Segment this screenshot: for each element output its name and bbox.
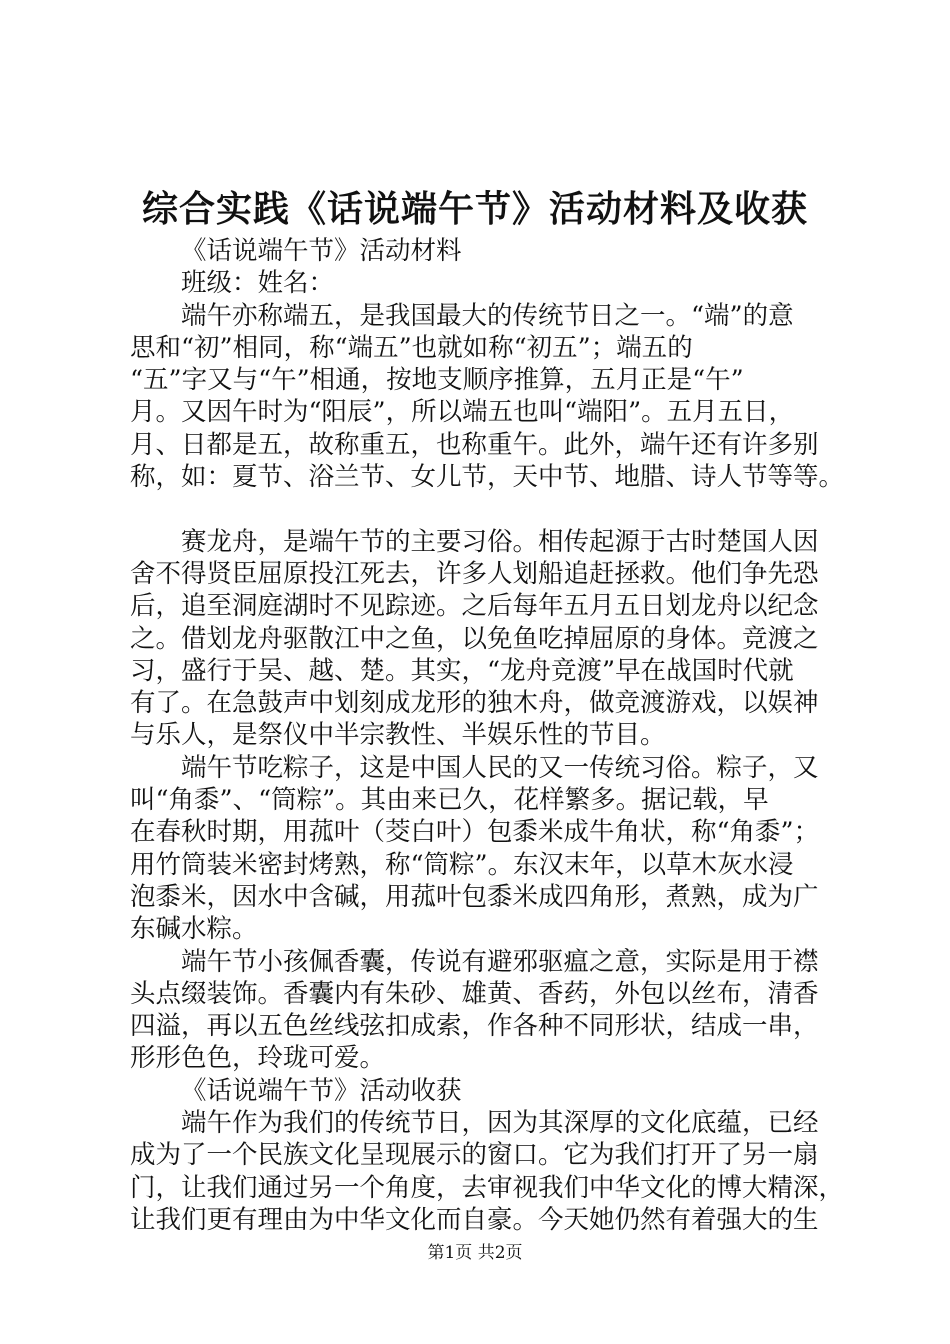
- paragraph-line: 称，如：夏节、浴兰节、女儿节，天中节、地腊、诗人节等等。: [130, 462, 845, 493]
- paragraph-line: 端午亦称端五，是我国最大的传统节日之一。“端”的意: [181, 300, 794, 331]
- document-body: [130, 235, 850, 1236]
- paragraph-gap: [130, 493, 850, 525]
- paragraph-line: 与乐人，是祭仪中半宗教性、半娱乐性的节目。: [130, 720, 666, 751]
- paragraph-line: 习，盛行于吴、越、楚。其实，“龙舟竞渡”早在战国时代就: [130, 655, 794, 686]
- paragraph-line: 端午节吃粽子，这是中国人民的又一传统习俗。粽子，又: [181, 752, 819, 783]
- paragraph-line: 之。借划龙舟驱散江中之鱼，以免鱼吃掉屈原的身体。竞渡之: [130, 623, 819, 654]
- paragraph-sachet: [130, 946, 850, 1075]
- paragraph-line: 后，追至洞庭湖时不见踪迹。之后每年五月五日划龙舟以纪念: [130, 591, 819, 622]
- paragraph-harvest: [130, 1107, 850, 1236]
- paragraph-line: 月、日都是五，故称重五，也称重午。此外，端午还有许多别: [130, 429, 819, 460]
- paragraph-line: 舍不得贤臣屈原投江死去，许多人划船追赶拯救。他们争先恐: [130, 558, 819, 589]
- paragraph-line: 月。又因午时为“阳辰”，所以端五也叫“端阳”。五月五日，: [130, 397, 795, 428]
- class-name-line: 班级：姓名：: [181, 268, 335, 299]
- paragraph-line: 形形色色，玲珑可爱。: [130, 1043, 386, 1074]
- subtitle: 《话说端午节》活动材料: [181, 236, 462, 266]
- section-heading: 《话说端午节》活动收获: [181, 1075, 462, 1106]
- paragraph-line: 端午节小孩佩香囊，传说有避邪驱瘟之意，实际是用于襟: [181, 946, 819, 977]
- paragraph-zongzi: [130, 752, 850, 946]
- paragraph-line: 赛龙舟，是端午节的主要习俗。相传起源于古时楚国人因: [181, 526, 819, 557]
- paragraph-line: 四溢，再以五色丝线弦扣成索，作各种不同形状，结成一串，: [130, 1011, 819, 1042]
- paragraph-line: 有了。在急鼓声中划刻成龙形的独木舟，做竞渡游戏，以娱神: [130, 688, 819, 719]
- paragraph-line: 用竹筒装米密封烤熟，称“筒粽”。东汉末年，以草木灰水浸: [130, 849, 794, 880]
- paragraph-line: 叫“角黍”、“筒粽”。其由来已久，花样繁多。据记载，早: [130, 785, 769, 816]
- paragraph-line: 泡黍米，因水中含碱，用菰叶包黍米成四角形，煮熟，成为广: [130, 881, 819, 912]
- page-title: 综合实践《话说端午节》活动材料及收获: [141, 188, 808, 230]
- paragraph-line: 在春秋时期，用菰叶（茭白叶）包黍米成牛角状，称“角黍”；: [130, 817, 820, 848]
- paragraph-line: 思和“初”相同，称“端五”也就如称“初五”；端五的: [130, 332, 693, 363]
- paragraph-dragon-boat: [130, 526, 850, 752]
- paragraph-line: 端午作为我们的传统节日，因为其深厚的文化底蕴，已经: [181, 1108, 819, 1139]
- paragraph-line: 门，让我们通过另一个角度，去审视我们中华文化的博大精深，: [130, 1172, 845, 1203]
- paragraph-line: 头点缀装饰。香囊内有朱砂、雄黄、香药，外包以丝布，清香: [130, 978, 819, 1009]
- paragraph-line: 成为了一个民族文化呈现展示的窗口。它为我们打开了另一扇: [130, 1140, 819, 1171]
- paragraph-line: “五”字又与“午”相通，按地支顺序推算，五月正是“午”: [130, 365, 744, 396]
- paragraph-origin: [130, 300, 850, 494]
- paragraph-line: 让我们更有理由为中华文化而自豪。今天她仍然有着强大的生: [130, 1204, 819, 1235]
- page-number-footer: 第1页 共2页: [427, 1243, 523, 1263]
- paragraph-line: 东碱水粽。: [130, 914, 258, 945]
